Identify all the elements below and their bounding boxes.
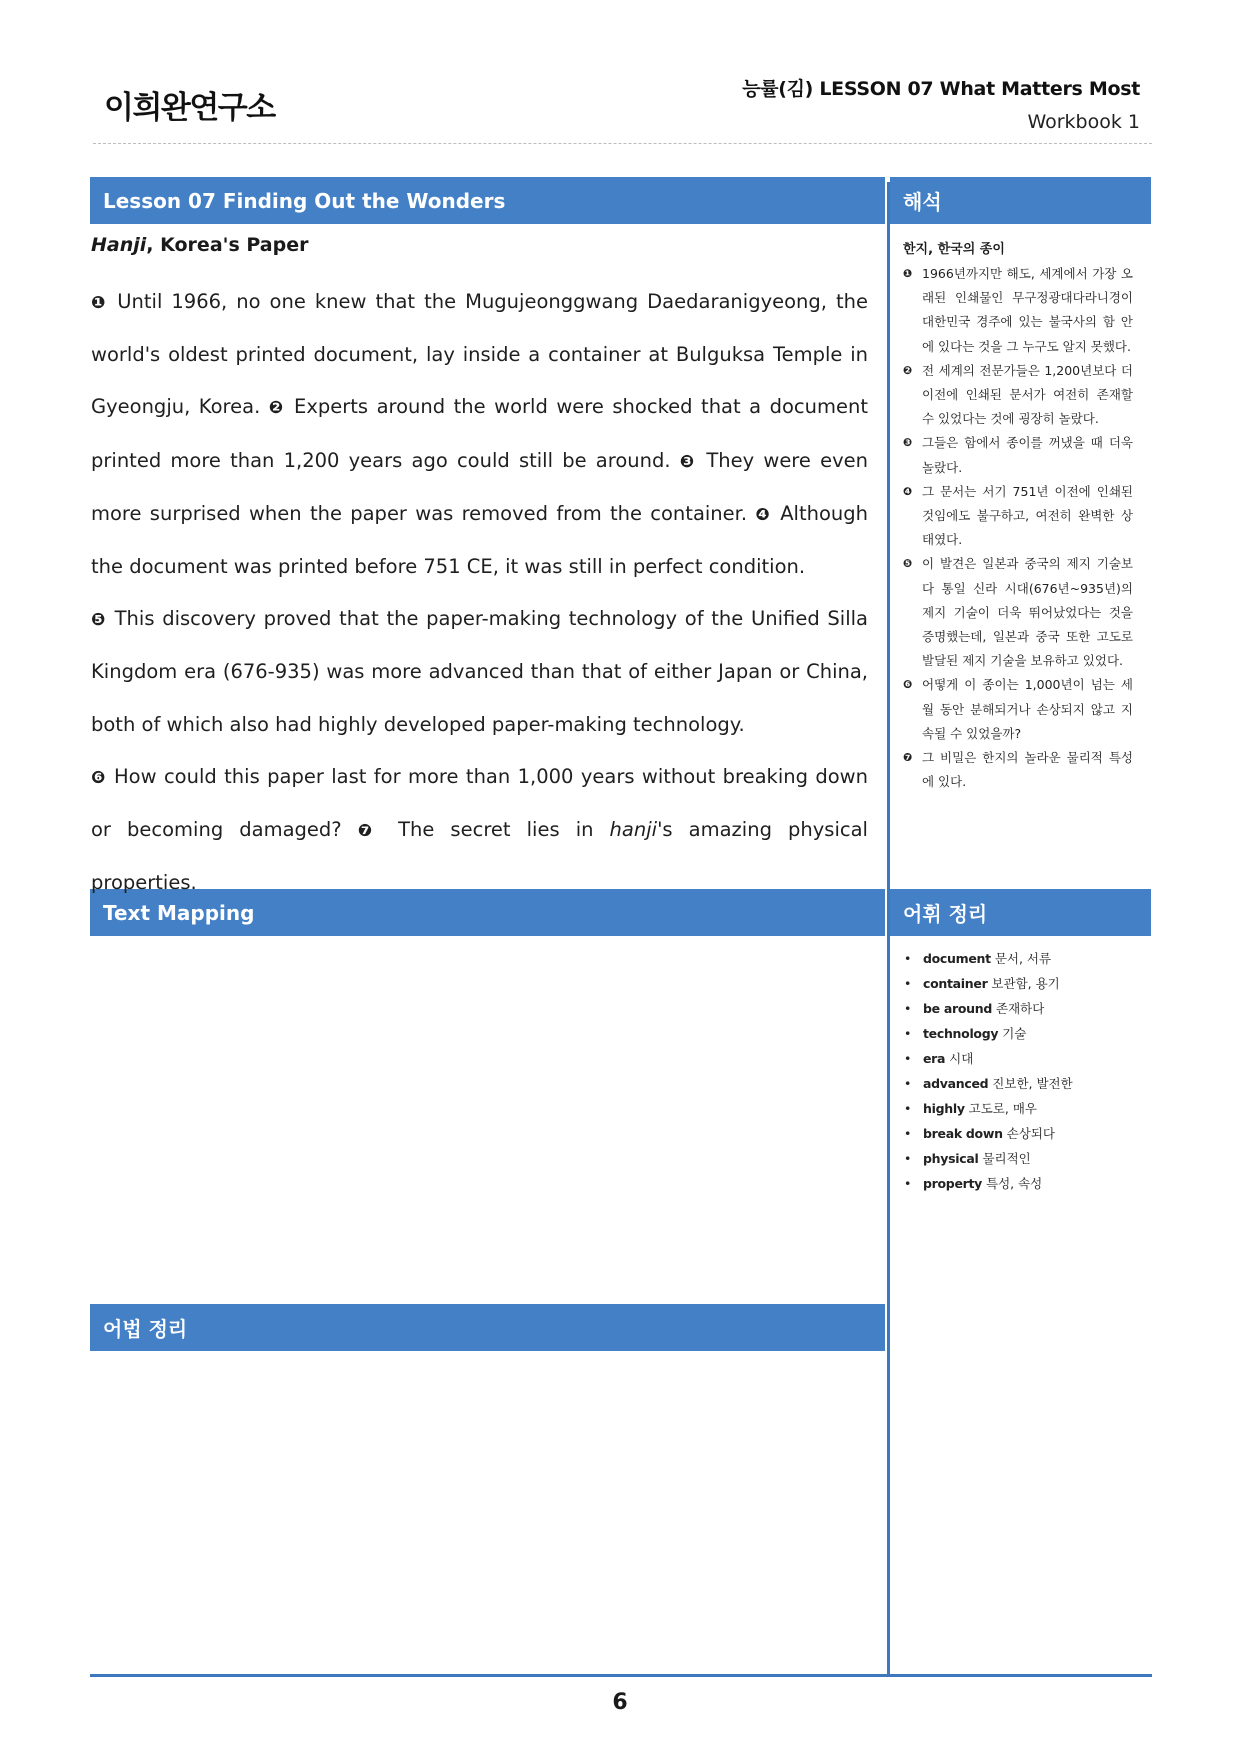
vocab-item (904, 1096, 1134, 1121)
lesson-section-bar (90, 177, 885, 224)
sentence-number: ❼ (357, 821, 383, 842)
vocab-word: highly (923, 1101, 965, 1116)
workbook-label: Workbook 1 (1027, 111, 1140, 133)
sentence-italic-word: hanji (609, 818, 658, 842)
vocab-section-bar (890, 889, 1151, 936)
vocab-item (904, 1121, 1134, 1146)
translation-item (903, 431, 1133, 479)
bullet-icon: • (904, 1051, 912, 1066)
bullet-icon: • (904, 1026, 912, 1041)
page-number: 6 (612, 1690, 628, 1715)
bullet-icon: • (904, 1076, 912, 1091)
translation-number: ❻ (903, 678, 913, 692)
vocab-item (904, 996, 1134, 1021)
translation-text: 1966년까지만 해도, 세계에서 가장 오래된 인쇄물인 무구정광대다라니경이 대한민국 경주에 있는 불국사의 함 안에 있다는 것을 그 누구도 알지 못했다. (922, 266, 1133, 354)
sentence-text: They were even more surprised when the paper was removed from the container. (91, 448, 868, 525)
translation-number: ❶ (903, 267, 913, 280)
vocab-meaning: 손상되다 (1006, 1126, 1055, 1141)
bullet-icon: • (904, 976, 912, 991)
vocab-word: physical (923, 1151, 979, 1166)
translation-item (903, 673, 1133, 746)
vocab-section-title: 어휘 정리 (903, 902, 988, 926)
vocab-word: property (923, 1176, 983, 1191)
lesson-section-title: Lesson 07 Finding Out the Wonders (103, 188, 506, 213)
vocab-word: advanced (923, 1076, 989, 1091)
vocab-item (904, 1171, 1134, 1196)
translation-number: ❹ (903, 484, 913, 498)
column-divider (887, 182, 890, 1677)
vocab-meaning: 물리적인 (982, 1151, 1031, 1166)
vocab-meaning: 존재하다 (996, 1001, 1045, 1016)
translation-number: ❺ (903, 557, 913, 571)
vocab-item (904, 1046, 1134, 1071)
vocab-word: container (923, 976, 988, 991)
translation-text: 그 비밀은 한지의 놀라운 물리적 특성에 있다. (922, 750, 1133, 790)
sentence-number: ❹ (755, 504, 772, 525)
vocab-item (904, 946, 1134, 971)
vocab-word: be around (923, 1001, 993, 1016)
sentence-text: This discovery proved that the paper-making technology of the Unified Silla Kingdom era (676-935) was more advanced than that of either Japan or China, both of which also had highly developed paper-making technology. (91, 607, 868, 736)
sentence-text: Experts around the world were shocked that a document printed more than 1,200 years ago could still be around. (91, 395, 868, 472)
passage-title (91, 234, 868, 256)
translation-item (903, 359, 1133, 432)
vocab-meaning: 기술 (1002, 1026, 1027, 1041)
passage (91, 234, 868, 909)
sentence-number: ❻ (91, 767, 107, 788)
sentence-text: 's amazing physical properties. (91, 818, 868, 895)
vocab-item (904, 971, 1134, 996)
translation-number: ❷ (903, 363, 913, 377)
passage-title-rest: , Korea's Paper (146, 234, 309, 256)
footer-divider (90, 1674, 1152, 1677)
header-info (742, 74, 1140, 133)
lesson-title: 능률(김) LESSON 07 What Matters Most (742, 78, 1140, 100)
vocab-item (904, 1146, 1134, 1171)
passage-body (91, 276, 868, 909)
translation-text: 전 세계의 전문가들은 1,200년보다 더 이전에 인쇄된 문서가 여전히 존재할 수 있었다는 것에 굉장히 놀랐다. (922, 362, 1133, 427)
translation-section-bar (890, 177, 1151, 224)
translation-number: ❸ (903, 436, 913, 450)
translation-text: 이 발견은 일본과 중국의 제지 기술보다 통일 신라 시대(676년~935년)의 제지 기술이 더욱 뛰어났었다는 것을 증명했는데, 일본과 중국 또한 고도로 발달된 제지 기술을 보유하고 있었다. (922, 556, 1133, 669)
vocab-meaning: 특성, 속성 (986, 1176, 1043, 1191)
sentence-text: The secret lies in (398, 818, 610, 842)
sentence-number: ❷ (268, 398, 286, 419)
header-divider (93, 143, 1152, 144)
sentence-number: ❺ (91, 610, 107, 631)
sentence-number: ❶ (91, 293, 109, 313)
bullet-icon: • (904, 1001, 912, 1016)
vocab-word: technology (923, 1026, 999, 1041)
passage-title-italic: Hanji (91, 234, 147, 256)
vocab-meaning: 고도로, 매우 (968, 1101, 1037, 1116)
vocab-item (904, 1021, 1134, 1046)
translation-title: 한지, 한국의 종이 (903, 242, 1005, 257)
vocab-meaning: 문서, 서류 (994, 951, 1052, 966)
sentence-text: How could this paper last for more than 1,000 years without breaking down or becoming damaged? (91, 764, 868, 842)
sentence-text: Until 1966, no one knew that the Mugujeonggwang Daedaranigyeong, the world's oldest printed document, lay inside a container at Bulguksa Temple in Gyeongju, Korea. (91, 290, 868, 419)
brand-logo-text: 이희완연구소 (104, 90, 275, 126)
grammar-section-title: 어법 정리 (103, 1317, 188, 1341)
sentence-text: Although the document was printed before 751 CE, it was still in perfect condition. (91, 501, 868, 579)
bullet-icon: • (904, 1176, 912, 1191)
text-mapping-title: Text Mapping (103, 900, 255, 925)
translation-text: 그들은 함에서 종이를 꺼냈을 때 더욱 놀랐다. (922, 435, 1133, 475)
bullet-icon: • (904, 1151, 912, 1166)
translation-text: 그 문서는 서기 751년 이전에 인쇄된 것임에도 불구하고, 여전히 완벽한 상태였다. (922, 483, 1133, 548)
grammar-section-bar (90, 1304, 885, 1351)
vocab-word: era (923, 1051, 946, 1066)
sentence-number: ❸ (679, 451, 698, 472)
translation-number: ❼ (903, 751, 913, 765)
translation-section-title: 해석 (903, 190, 942, 214)
vocab-word: break down (923, 1126, 1003, 1141)
vocab-meaning: 시대 (949, 1051, 974, 1066)
translation-item (903, 746, 1133, 794)
translation-item (903, 262, 1133, 359)
translation-item (903, 480, 1133, 553)
bullet-icon: • (904, 1126, 912, 1141)
translation-item (903, 552, 1133, 673)
vocab-meaning: 진보한, 발전한 (992, 1076, 1073, 1091)
bullet-icon: • (904, 1101, 912, 1116)
translation-text: 어떻게 이 종이는 1,000년이 넘는 세월 동안 분해되거나 손상되지 않고 지속될 수 있었을까? (922, 677, 1133, 741)
bullet-icon: • (904, 951, 912, 966)
vocab-meaning: 보관함, 용기 (991, 976, 1060, 991)
translation-panel (903, 238, 1133, 794)
vocab-word: document (923, 951, 991, 966)
vocab-list (904, 946, 1134, 1196)
vocab-item (904, 1071, 1134, 1096)
